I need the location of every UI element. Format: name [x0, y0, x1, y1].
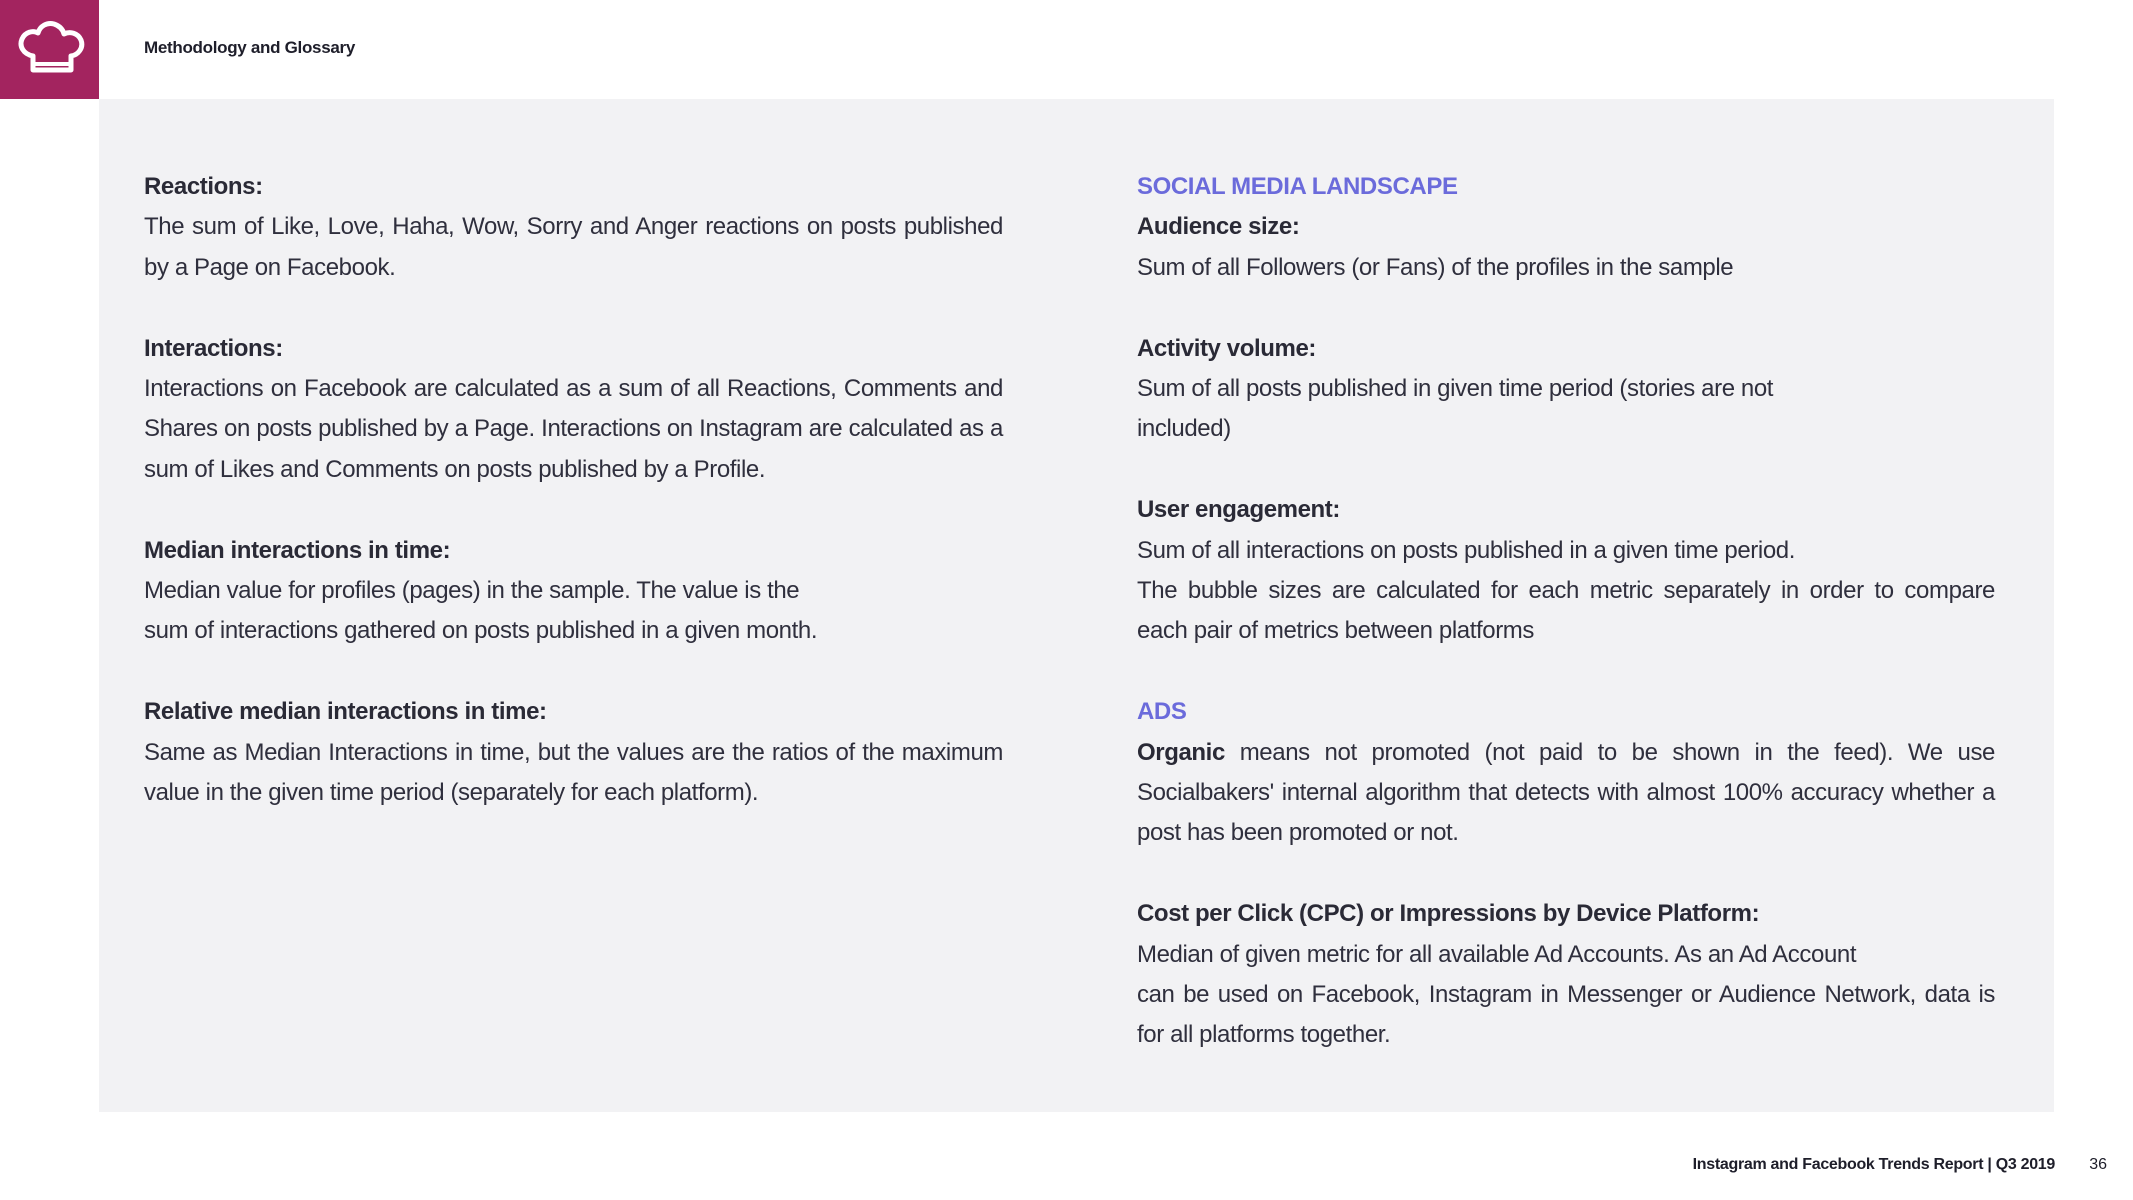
term-audience-size: Audience size: [1137, 213, 1300, 241]
glossary-entry-user-engagement [1137, 490, 1995, 652]
glossary-entry-relative-median [144, 692, 1003, 813]
glossary-entry-median-interactions [144, 531, 1003, 652]
left-column [144, 167, 1003, 854]
term-cpc: Cost per Click (CPC) or Impressions by Device Platform: [1137, 900, 1760, 928]
term-activity-volume: Activity volume: [1137, 334, 1316, 362]
term-reactions: Reactions: [144, 173, 263, 200]
term-relative-median: Relative median interactions in time: [144, 698, 547, 726]
page-number: 36 [2089, 1156, 2107, 1173]
glossary-entry-activity-volume [1137, 329, 1995, 450]
term-median-interactions: Median interactions in time: [144, 536, 451, 564]
chef-hat-icon [15, 20, 85, 80]
section-ads [1137, 692, 1995, 854]
definition-interactions: Interactions on Facebook are calculated as a sum of all Reactions, Comments and Shares on posts published by a Page. Interactions on Instagram are calculated as a sum of Likes and Comments on posts published by a Profile. [144, 375, 1003, 483]
section-social-media-landscape [1137, 167, 1995, 288]
definition-relative-median: Same as Median Interactions in time, but the values are the ratios of the maximum value in the given time period (separately for each platform). [144, 738, 1003, 807]
glossary-entry-reactions [144, 167, 1003, 288]
definition-organic [1137, 733, 1995, 854]
brand-logo [0, 0, 99, 99]
definition-user-engagement-line2: The bubble sizes are calculated for each metric separately in order to compare each pair of metrics between platforms [1137, 577, 1995, 645]
glossary-panel [99, 99, 2054, 1112]
category-heading-ads: ADS [1137, 698, 1187, 726]
definition-audience-size: Sum of all Followers (or Fans) of the profiles in the sample [1137, 253, 1734, 281]
category-heading-social-media-landscape: SOCIAL MEDIA LANDSCAPE [1137, 173, 1458, 200]
definition-cpc-line1: Median of given metric for all available Ad Accounts. As an Ad Account [1137, 940, 1857, 968]
term-organic: Organic [1137, 738, 1225, 766]
definition-median-interactions-line2: sum of interactions gathered on posts published in a given month. [144, 617, 818, 645]
definition-reactions: The sum of Like, Love, Haha, Wow, Sorry and Anger reactions on posts published by a Page on Facebook. [144, 213, 1003, 281]
term-user-engagement: User engagement: [1137, 496, 1340, 524]
glossary-entry-interactions [144, 329, 1003, 491]
definition-activity-volume-line2: included) [1137, 415, 1231, 443]
definition-median-interactions-line1: Median value for profiles (pages) in the sample. The value is the [144, 577, 800, 605]
report-title: Instagram and Facebook Trends Report | Q3 2019 [1692, 1156, 2055, 1173]
definition-organic-text: means not promoted (not paid to be shown in the feed). We use Socialbakers' internal algorithm that detects with almost 100% accuracy whether a post has been promoted or not. [1137, 738, 1995, 847]
right-column [1137, 167, 1995, 1096]
glossary-entry-cpc [1137, 894, 1995, 1056]
definition-cpc-line2: can be used on Facebook, Instagram in Messenger or Audience Network, data is for all platforms together. [1137, 981, 1995, 1049]
definition-user-engagement-line1: Sum of all interactions on posts published in a given time period. [1137, 536, 1795, 564]
page-title: Methodology and Glossary [144, 38, 355, 57]
definition-activity-volume-line1: Sum of all posts published in given time period (stories are not [1137, 375, 1774, 403]
term-interactions: Interactions: [144, 334, 283, 362]
